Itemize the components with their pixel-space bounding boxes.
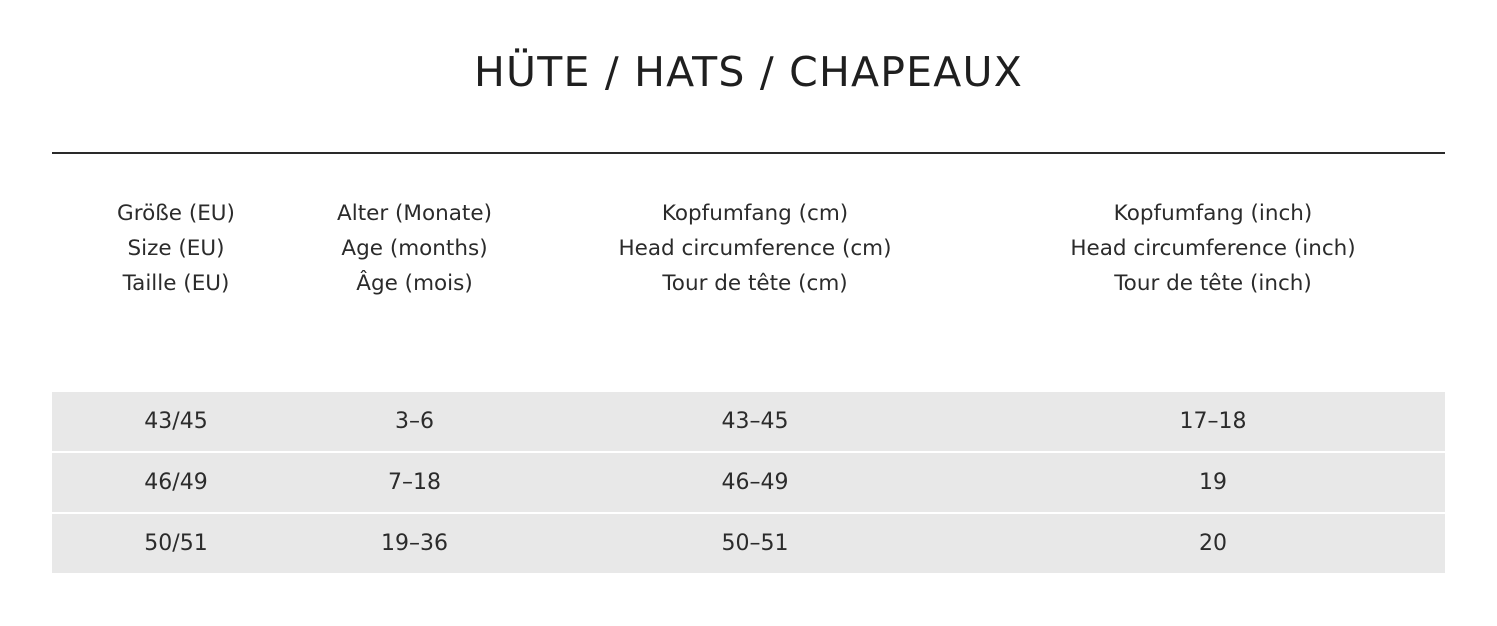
header-line-de: Kopfumfang (inch) [1113, 201, 1313, 226]
cell-size: 50/51 [144, 531, 208, 556]
header-line-de: Alter (Monate) [337, 201, 492, 226]
cell-age: 3–6 [395, 409, 434, 434]
column-header-age [300, 196, 529, 301]
cell-head-cm: 43–45 [721, 409, 789, 434]
header-line-de: Größe (EU) [117, 201, 235, 226]
cell-head-inch: 17–18 [1179, 409, 1247, 434]
table-header-row [52, 196, 1445, 301]
header-line-fr: Tour de tête (cm) [662, 271, 848, 296]
header-line-de: Kopfumfang (cm) [661, 201, 849, 226]
size-table [52, 196, 1445, 556]
column-header-head-circumference-inch [981, 196, 1445, 301]
header-line-en: Size (EU) [127, 236, 225, 261]
cell-age: 19–36 [381, 531, 448, 556]
column-header-size [52, 196, 300, 301]
header-line-en: Head circumference (cm) [618, 236, 892, 261]
table-row [52, 453, 1445, 514]
cell-head-cm: 46–49 [721, 470, 789, 495]
table-body [52, 392, 1445, 573]
table-row [52, 392, 1445, 453]
page-title: HÜTE / HATS / CHAPEAUX [474, 48, 1023, 96]
header-line-fr: Taille (EU) [122, 271, 230, 296]
header-line-en: Head circumference (inch) [1070, 236, 1356, 261]
cell-head-inch: 20 [1199, 531, 1227, 556]
header-line-fr: Tour de tête (inch) [1114, 271, 1312, 296]
column-header-head-circumference-cm [529, 196, 981, 301]
header-line-fr: Âge (mois) [356, 271, 473, 296]
cell-head-inch: 19 [1199, 470, 1227, 495]
cell-size: 46/49 [144, 470, 208, 495]
header-line-en: Age (months) [341, 236, 488, 261]
cell-head-cm: 50–51 [721, 531, 789, 556]
cell-size: 43/45 [144, 409, 208, 434]
table-row [52, 514, 1445, 573]
cell-age: 7–18 [388, 470, 441, 495]
title-divider [52, 152, 1445, 154]
